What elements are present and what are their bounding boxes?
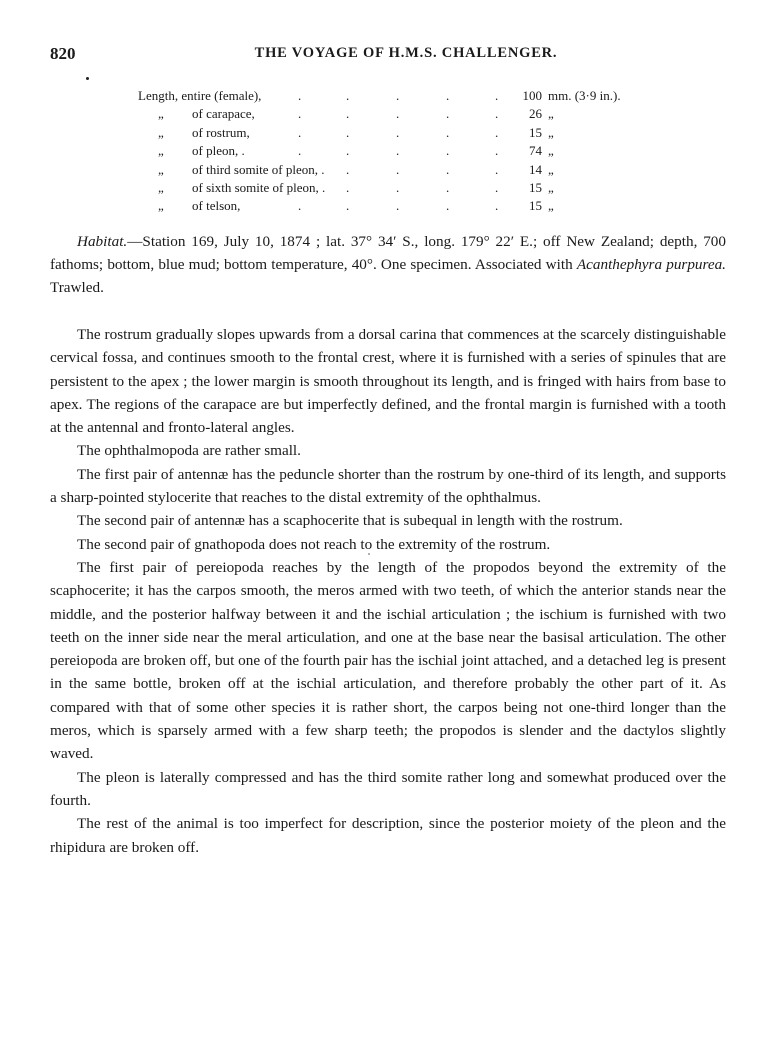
measurement-unit: „ [548, 124, 554, 140]
page-number: 820 [50, 44, 76, 63]
paragraph-remainder: The rest of the animal is too imperfect for description, since the posterior moiety of the pleon and the rhipidura are broken off. [50, 815, 726, 856]
measurement-unit: „ [548, 179, 554, 195]
measurement-value: 74 [529, 143, 542, 159]
measurement-label: of third somite of pleon, . [192, 161, 325, 177]
running-title: THE VOYAGE OF H.M.S. CHALLENGER. [254, 45, 558, 61]
habitat-method: Trawled. [50, 279, 104, 296]
measurement-row: „ of rostrum, . . . . . 15 „ [138, 124, 658, 142]
measurement-value: 15 [529, 124, 542, 140]
page-header [46, 44, 736, 68]
faint-mark [368, 553, 370, 555]
measurement-value: 15 [529, 179, 542, 195]
measurement-unit: „ [548, 161, 554, 177]
measurement-label: of sixth somite of pleon, . [192, 179, 326, 195]
measurement-label: of rostrum, [192, 124, 250, 140]
measurement-unit: „ [548, 198, 554, 214]
ditto-mark: „ [158, 161, 164, 177]
measurement-label: Length, entire (female), [138, 88, 262, 103]
measurement-row: „ of carapace, . . . . . 26 „ [138, 105, 658, 123]
measurement-row: „ of third somite of pleon, . . . . . 14 „ [138, 161, 658, 179]
habitat-paragraph [50, 230, 726, 299]
measurement-label: of carapace, [192, 106, 255, 122]
measurement-row: „ of telson, . . . . . 15 „ [138, 197, 658, 215]
habitat-label: Habitat. [77, 233, 128, 250]
ditto-mark: „ [158, 106, 164, 122]
measurement-value: 15 [529, 198, 542, 214]
paragraph-pereiopoda: The first pair of pereiopoda reaches by the length of the propodos beyond the extremity of the scaphocerite; it has the carpos smooth, the meros armed with two teeth, of which the anterior stands near the middle, and the posterior halfway between it and the ischial articulation ; the ischium is furnished with two teeth on the inner side near the meral articulation, and one at the base near the basisal articulation. The other pereiopoda are broken off, but one of the fourth pair has the ischial joint attached, and a detached leg is present in the same bottle, broken off at the ischial articulation, and therefore probably the other part of it. As compared with that of some other species it is rather short, the carpos being not one-third longer than the meros, which is sparsely armed with a few sharp teeth; the propodos is slender and the dactylos slightly waved. [50, 558, 726, 763]
ditto-mark: „ [158, 198, 164, 214]
ditto-mark: „ [158, 179, 164, 195]
measurement-unit: mm. (3·9 in.). [548, 88, 621, 103]
ditto-mark: „ [158, 124, 164, 140]
paragraph-second-antennae: The second pair of antennæ has a scaphocerite that is subequal in length with the rostrum. [77, 512, 623, 530]
measurement-row: „ of pleon, . . . . . . 74 „ [138, 142, 658, 160]
measurement-value: 26 [529, 106, 542, 122]
ditto-mark: „ [158, 143, 164, 159]
associated-species: Acanthephyra purpurea. [576, 256, 726, 273]
paragraph-ophthalmopoda: The ophthalmopoda are rather small. [77, 442, 301, 460]
description-body [50, 323, 726, 859]
paragraph-pleon: The pleon is laterally compressed and has the third somite rather long and somewhat produced over the fourth. [50, 768, 726, 809]
measurement-unit: „ [548, 143, 554, 159]
measurement-label: of telson, [192, 198, 241, 214]
measurement-value: 100 [522, 88, 542, 103]
stray-dot [86, 77, 89, 80]
paragraph-first-antennae: The first pair of antennæ has the peduncle shorter than the rostrum by one-third of its length, and supports a sharp-pointed stylocerite that reaches to the distal extremity of the ophthalmus. [50, 465, 726, 507]
measurement-row: „ of sixth somite of pleon, . . . . . 15 „ [138, 179, 658, 197]
measurement-row: Length, entire (female), . . . . . 100 mm. (3·9 in.). [138, 87, 658, 105]
measurement-label: of pleon, . [192, 143, 245, 159]
paragraph-rostrum: The rostrum gradually slopes upwards from a dorsal carina that commences at the scarcely distinguishable cervical fossa, and continues smooth to the frontal crest, where it is furnished with a series of spinules that are persistent to the apex ; the lower margin is smooth throughout its length, and is fringed with hairs from base to apex. The regions of the carapace are but imperfectly defined, and the frontal margin is furnished with a tooth at the antennal and fronto-lateral angles. [50, 326, 726, 437]
paragraph-gnathopoda: The second pair of gnathopoda does not reach to the extremity of the rostrum. [77, 535, 551, 553]
measurement-value: 14 [529, 161, 542, 177]
measurements-table [138, 87, 658, 216]
measurement-unit: „ [548, 106, 554, 122]
habitat-details: —Station 169, July 10, 1874 ; lat. 37° 34′ S., long. 179° 22′ E.; off New Zealand; depth, 700 fathoms; bottom, blue mud; bottom temperature, 40°. One specimen. Associated with [50, 233, 726, 273]
